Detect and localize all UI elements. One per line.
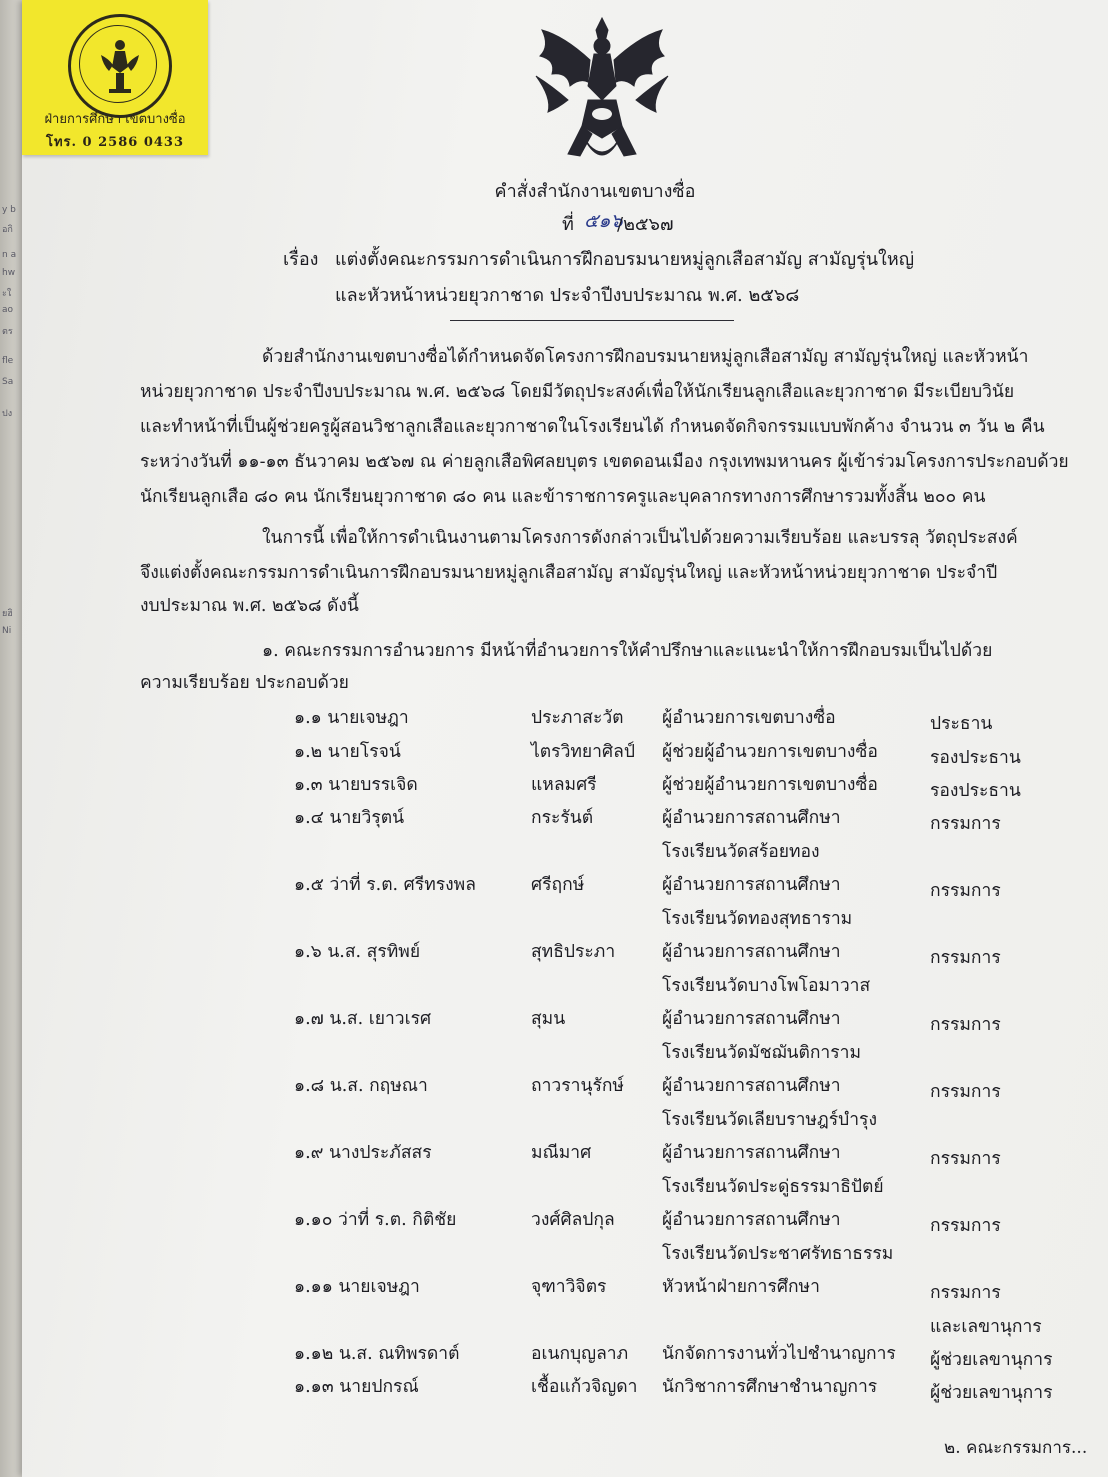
edge-fragment: ะใ: [2, 289, 12, 299]
member-surname: สุทธิประภา: [531, 942, 616, 962]
member-role: หัวหน้าฝ่ายการศึกษา: [662, 1277, 820, 1297]
member-position: กรรมการ: [930, 1149, 1001, 1169]
order-title: คำสั่งสำนักงานเขตบางซื่อ: [494, 181, 696, 202]
member-position: ผู้ช่วยเลขานุการ: [930, 1350, 1053, 1370]
member-surname: แหลมศรี: [531, 775, 597, 795]
member-role: โรงเรียนวัดมัชฌันติการาม: [662, 1043, 862, 1063]
paragraph-line: และทำหน้าที่เป็นผู้ช่วยครูผู้สอนวิชาลูกเสือและยุวกาชาดในโรงเรียนได้ กำหนดจัดกิจกรรมแบบพักค้าง จำนวน ๓ วัน ๒ คืน: [140, 417, 1045, 437]
member-position: กรรมการ: [930, 948, 1001, 968]
member-surname: ศรีฤกษ์: [531, 875, 585, 895]
member-name: ๑.๑ นายเจษฎา: [294, 708, 409, 728]
member-role: ผู้อำนวยการสถานศึกษา: [662, 942, 841, 962]
member-role: ผู้อำนวยการสถานศึกษา: [662, 1076, 841, 1096]
header-divider: [450, 320, 734, 321]
member-surname: จุฑาวิจิตร: [531, 1277, 607, 1297]
sticker-phone: โทร. 0 2586 0433: [45, 135, 185, 150]
edge-fragment: ตร: [2, 327, 13, 337]
member-role: ผู้ช่วยผู้อำนวยการเขตบางซื่อ: [662, 742, 878, 762]
member-name: ๑.๑๑ นายเจษฎา: [294, 1277, 420, 1297]
member-name: ๑.๑๒ น.ส. ณทิพรดาต์: [294, 1344, 460, 1364]
paragraph-line: ด้วยสำนักงานเขตบางซื่อได้กำหนดจัดโครงการฝึกอบรมนายหมู่ลูกเสือสามัญ สามัญรุ่นใหญ่ และหัวหน้า: [262, 347, 1029, 367]
order-number-handwritten: ๕๑๖: [584, 210, 623, 232]
member-role: โรงเรียนวัดเลียบราษฎร์บำรุง: [662, 1110, 877, 1130]
member-name: ๑.๘ น.ส. กฤษณา: [294, 1076, 428, 1096]
member-role: ผู้อำนวยการสถานศึกษา: [662, 808, 841, 828]
member-position: กรรมการ: [930, 1216, 1001, 1236]
member-role: โรงเรียนวัดทองสุทธาราม: [662, 909, 853, 929]
member-position: รองประธาน: [930, 781, 1021, 801]
section-heading: ๑. คณะกรรมการอำนวยการ มีหน้าที่อำนวยการให้คำปรึกษาและแนะนำให้การฝึกอบรมเป็นไปด้วย: [262, 641, 993, 661]
seal-emblem-icon: [97, 37, 143, 99]
member-role: นักวิชาการศึกษาชำนาญการ: [662, 1377, 878, 1397]
paragraph-line: ระหว่างวันที่ ๑๑-๑๓ ธันวาคม ๒๕๖๗ ณ ค่ายลูกเสือพิศลยบุตร เขตดอนเมือง กรุงเทพมหานคร ผู้เข้าร่วมโครงการประกอบด้วย: [140, 452, 1069, 472]
garuda-emblem-icon: [522, 16, 682, 172]
member-role: ผู้อำนวยการเขตบางซื่อ: [662, 708, 836, 728]
office-seal: [68, 14, 172, 118]
member-name: ๑.๗ น.ส. เยาวเรศ: [294, 1009, 432, 1029]
member-name: ๑.๕ ว่าที่ ร.ต. ศรีทรงพล: [294, 875, 476, 895]
section-heading-continued: ความเรียบร้อย ประกอบด้วย: [140, 673, 349, 693]
member-surname: ถาวรานุรักษ์: [531, 1076, 624, 1096]
member-surname: อเนกบุญลาภ: [531, 1344, 629, 1364]
subject-label: เรื่อง: [283, 249, 319, 270]
member-role: โรงเรียนวัดประดู่ธรรมาธิปัตย์: [662, 1177, 884, 1197]
member-surname: สุมน: [531, 1009, 566, 1029]
member-surname: กระรันต์: [531, 808, 594, 828]
paragraph-line: ในการนี้ เพื่อให้การดำเนินงานตามโครงการดังกล่าวเป็นไปด้วยความเรียบร้อย และบรรลุ วัตถุประสงค์: [262, 528, 1018, 548]
member-role: ผู้อำนวยการสถานศึกษา: [662, 1009, 841, 1029]
edge-fragment: n a: [2, 250, 17, 260]
member-role: ผู้ช่วยผู้อำนวยการเขตบางซื่อ: [662, 775, 878, 795]
paragraph-line: นักเรียนลูกเสือ ๘๐ คน นักเรียนยุวกาชาด ๘๐ คน และข้าราชการครูและบุคลากรทางการศึกษารวมทั้งสิ้น ๒๐๐ คน: [140, 487, 986, 507]
member-name: ๑.๓ นายบรรเจิด: [294, 775, 418, 795]
subject-line: แต่งตั้งคณะกรรมการดำเนินการฝึกอบรมนายหมู่ลูกเสือสามัญ สามัญรุ่นใหญ่: [335, 249, 915, 270]
member-position: กรรมการ: [930, 1015, 1001, 1035]
member-position: กรรมการ: [930, 814, 1001, 834]
paragraph-line: งบประมาณ พ.ศ. ๒๕๖๘ ดังนี้: [140, 596, 359, 616]
member-surname: ประภาสะวัต: [531, 708, 624, 728]
order-number-year: /๒๕๖๗: [617, 214, 674, 235]
member-position: ประธาน: [930, 714, 993, 734]
edge-fragment: Sa: [2, 377, 14, 387]
edge-fragment: fle: [2, 356, 14, 366]
member-position: กรรมการ: [930, 1082, 1001, 1102]
sticker-office-name: ฝ่ายการศึกษา เขตบางซื่อ: [44, 112, 186, 127]
edge-fragment: อกิ: [2, 225, 13, 235]
office-sticker: [22, 0, 208, 155]
member-role: ผู้อำนวยการสถานศึกษา: [662, 875, 841, 895]
member-role: โรงเรียนวัดสร้อยทอง: [662, 842, 820, 862]
member-name: ๑.๙ นางประภัสสร: [294, 1143, 432, 1163]
member-role: นักจัดการงานทั่วไปชำนาญการ: [662, 1344, 896, 1364]
member-surname: ไตรวิทยาศิลป์: [531, 742, 635, 762]
edge-fragment: ปง: [2, 409, 13, 419]
member-name: ๑.๖ น.ส. สุรทิพย์: [294, 942, 421, 962]
member-surname: วงศ์ศิลปกุล: [531, 1210, 615, 1230]
member-name: ๑.๑๓ นายปกรณ์: [294, 1377, 419, 1397]
member-position: และเลขานุการ: [930, 1317, 1042, 1337]
member-role: โรงเรียนวัดประชาศรัทธาธรรม: [662, 1244, 894, 1264]
member-surname: เชื้อแก้วจิญดา: [531, 1377, 638, 1397]
member-name: ๑.๑๐ ว่าที่ ร.ต. กิติชัย: [294, 1210, 457, 1230]
member-role: ผู้อำนวยการสถานศึกษา: [662, 1210, 841, 1230]
member-role: โรงเรียนวัดบางโพโอมาวาส: [662, 976, 871, 996]
member-name: ๑.๒ นายโรจน์: [294, 742, 401, 762]
member-position: กรรมการ: [930, 881, 1001, 901]
edge-fragment: y b: [2, 205, 16, 215]
edge-fragment: ยฮิ: [2, 609, 13, 619]
next-page-continuation: ๒. คณะกรรมการ...: [944, 1438, 1088, 1458]
member-position: ผู้ช่วยเลขานุการ: [930, 1383, 1053, 1403]
document-page: [22, 0, 1108, 1477]
order-number-prefix: ที่: [562, 214, 574, 235]
edge-fragment: Ni: [2, 626, 12, 636]
paragraph-line: หน่วยยุวกาชาด ประจำปีงบประมาณ พ.ศ. ๒๕๖๘ โดยมีวัตถุประสงค์เพื่อให้นักเรียนลูกเสือและยุวกาชาด มีระเบียบวินัย: [140, 382, 1015, 402]
member-position: กรรมการ: [930, 1283, 1001, 1303]
member-name: ๑.๔ นายวิรุตน์: [294, 808, 405, 828]
member-position: รองประธาน: [930, 748, 1021, 768]
edge-fragment: ao: [2, 305, 14, 315]
member-role: ผู้อำนวยการสถานศึกษา: [662, 1143, 841, 1163]
subject-line: และหัวหน้าหน่วยยุวกาชาด ประจำปีงบประมาณ พ.ศ. ๒๕๖๘: [335, 285, 800, 306]
paragraph-line: จึงแต่งตั้งคณะกรรมการดำเนินการฝึกอบรมนายหมู่ลูกเสือสามัญ สามัญรุ่นใหญ่ และหัวหน้าหน่วยยุวกาชาด ประจำปี: [140, 563, 998, 583]
member-surname: มณีมาศ: [531, 1143, 592, 1163]
edge-fragment: hw: [2, 268, 16, 278]
